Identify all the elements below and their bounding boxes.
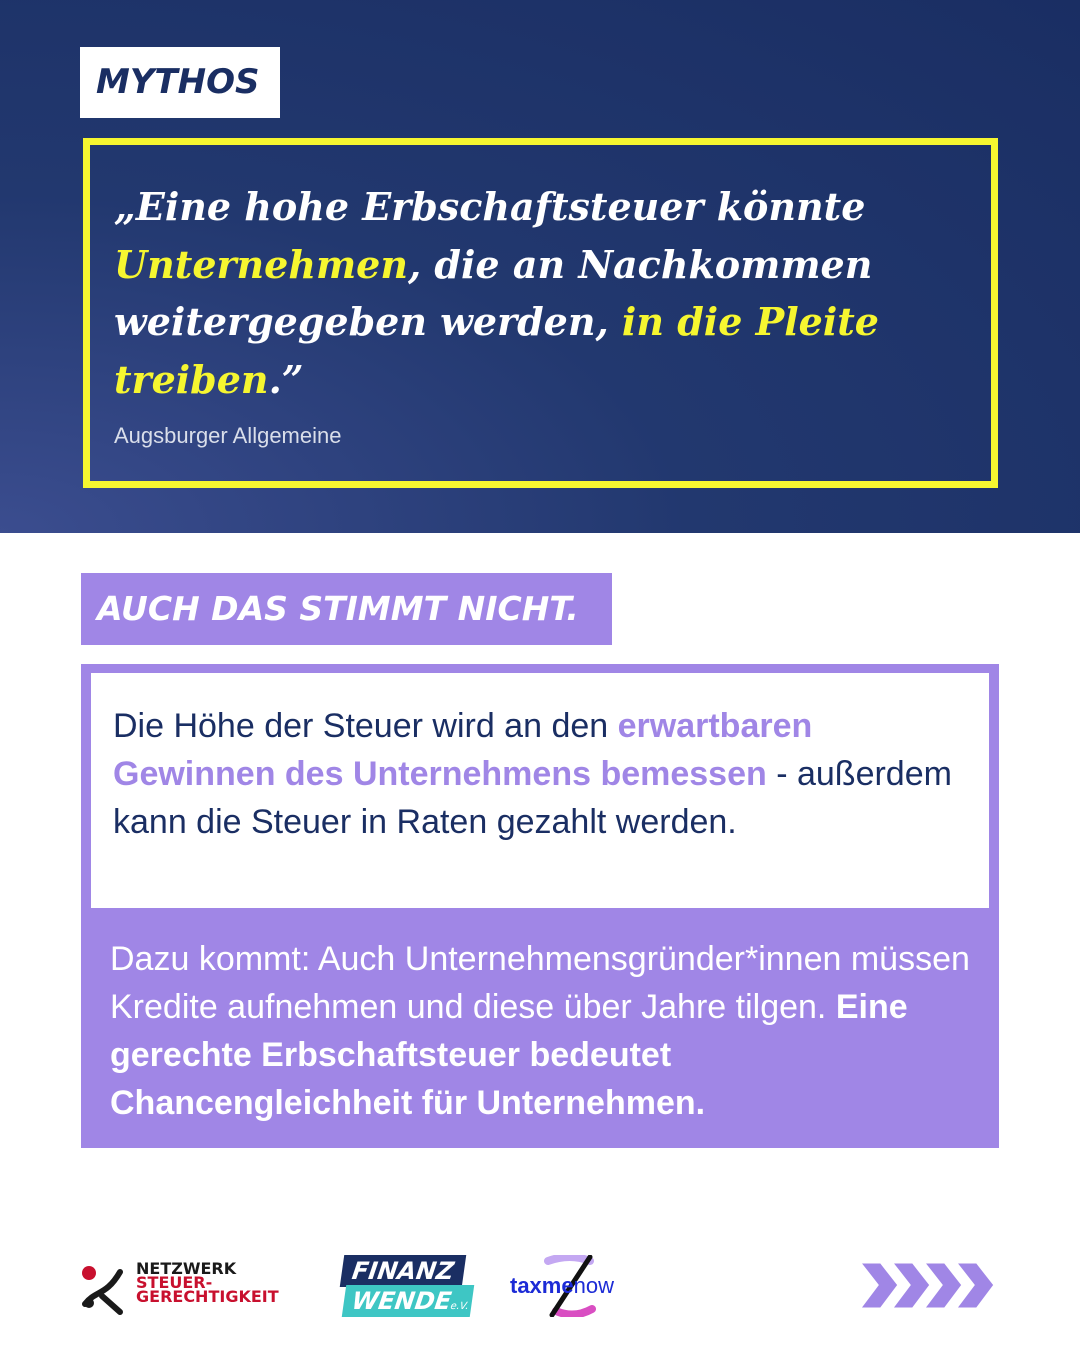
paragraph-text: Die Höhe der Steuer wird an den <box>113 707 618 745</box>
fw-suffix: e.V. <box>449 1301 470 1312</box>
fw-line-1: FINANZ <box>340 1255 466 1287</box>
nsg-line-2: STEUER- <box>136 1273 213 1292</box>
nsg-logo-icon <box>80 1260 128 1316</box>
netzwerk-steuergerechtigkeit-logo <box>80 1260 320 1316</box>
finanzwende-logo <box>342 1255 474 1319</box>
nsg-logo-text <box>136 1259 279 1306</box>
paragraph-text: Dazu kommt: Auch Unternehmensgründer*innen müssen Kredite aufnehmen und diese über Jahre tilgen. <box>110 940 970 1026</box>
taxmenow-logo <box>508 1255 638 1317</box>
mythos-tag: MYTHOS <box>80 47 280 118</box>
paragraph-text: - außerdem kann die Steuer in Raten gezahlt werden. <box>113 755 952 841</box>
quote-text-part: „Eine hohe Erbschaftsteuer könnte <box>114 184 866 229</box>
quote-source: Augsburger Allgemeine <box>114 423 342 448</box>
quote-highlight: in die Pleite treiben <box>114 299 879 402</box>
rebuttal-paragraph-1 <box>113 702 973 846</box>
paragraph-bold: Eine gerechte Erbschaftsteuer bedeutet Chancengleichheit für Unternehmen. <box>110 988 908 1122</box>
tmn-word-a: taxme <box>510 1273 574 1298</box>
next-arrows-icon[interactable] <box>855 1258 1000 1313</box>
nsg-line-1: NETZWERK <box>136 1259 237 1278</box>
fw-word: WENDE <box>350 1287 454 1315</box>
tmn-word-b: now <box>573 1273 614 1298</box>
paragraph-highlight: erwartbaren Gewinnen des Unternehmens bemessen <box>113 707 813 793</box>
quote-highlight: Unternehmen <box>114 241 408 287</box>
myth-quote <box>114 178 974 408</box>
nsg-line-3: GERECHTIGKEIT <box>136 1287 279 1306</box>
rebuttal-tag: AUCH DAS STIMMT NICHT. <box>81 573 612 645</box>
quote-text-part: , die an Nachkommen weitergegeben werden, <box>114 241 873 344</box>
rebuttal-paragraph-2 <box>110 935 980 1127</box>
quote-text-part: .” <box>268 356 304 402</box>
taxmenow-wordmark <box>510 1275 614 1297</box>
fw-line-2 <box>342 1285 474 1317</box>
